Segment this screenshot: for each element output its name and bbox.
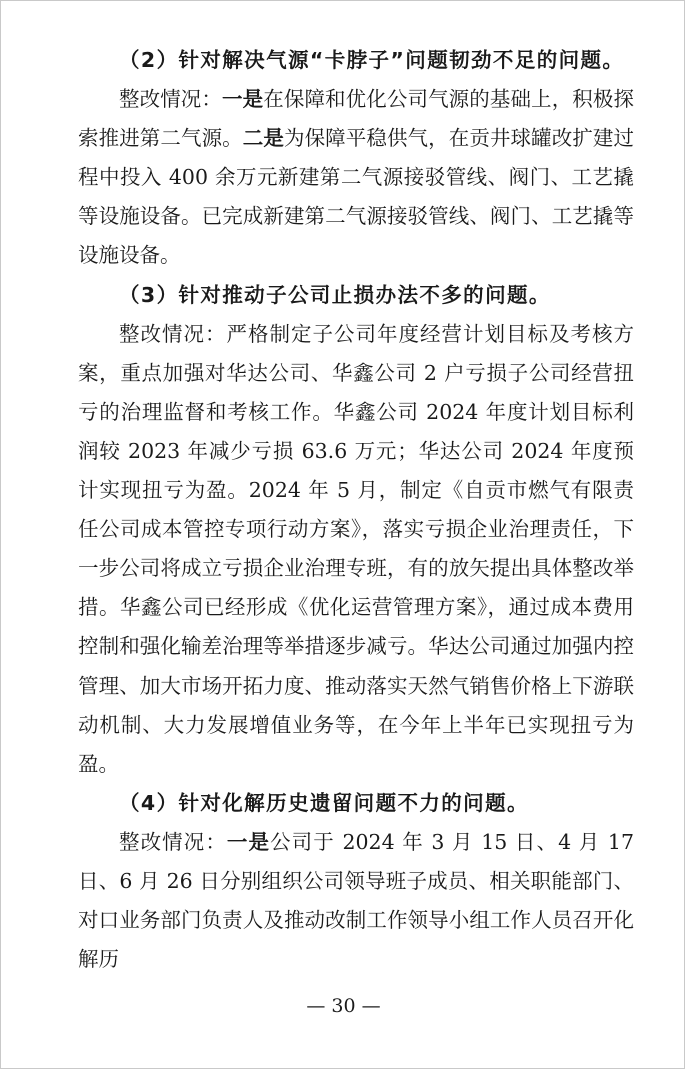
section-heading-4: （4）针对化解历史遗留问题不力的问题。 bbox=[119, 790, 529, 815]
lead-marker-first: 一是 bbox=[222, 87, 264, 112]
section-heading-2: （2）针对解决气源“卡脖子”问题韧劲不足的问题。 bbox=[119, 48, 625, 72]
section-paragraph-2 bbox=[78, 80, 634, 275]
lead-marker-second: 二是 bbox=[242, 126, 284, 151]
lead-marker-first: 一是 bbox=[226, 829, 271, 854]
paragraph-text: 为保障平稳供气，在贡井球罐改扩建过程中投入 400 余万元新建第二气源接驳管线、阀门、工艺撬等设施设备。已完成新建第二气源接驳管线、阀门、工艺撬等设施设备。 bbox=[78, 126, 635, 268]
section-paragraph-3: 整改情况：严格制定子公司年度经营计划目标及考核方案，重点加强对华达公司、华鑫公司 2 户亏损子公司经营扭亏的治理监督和考核工作。华鑫公司 2024 年度计划目标利润较 2023 年减少亏损 63.6 万元；华达公司 2024 年度预计实现扭亏为盈。2024 年 5 月，制定《自贡市燃气有限责任公司成本管控专项行动方案》，落实亏损企业治理责任，下一步公司将成立亏损企业治理专班，有的放矢提出具体整改举措。华鑫公司已经形成《优化运营管理方案》，通过成本费用控制和强化输差治理等举措逐步减亏。华达公司通过加强内控管理、加大市场开拓力度、推动落实天然气销售价格上下游联动机制、大力发展增值业务等，在今年上半年已实现扭亏为盈。 bbox=[78, 321, 634, 776]
paragraph-text: 在保障和优化公司气源的基础上，积极探索推进第二气源。 bbox=[78, 87, 635, 151]
paragraph-prefix: 整改情况： bbox=[119, 829, 227, 854]
document-body bbox=[78, 41, 634, 979]
section-heading-3: （3）针对推动子公司止损办法不多的问题。 bbox=[119, 282, 551, 307]
paragraph-prefix: 整改情况： bbox=[119, 87, 223, 112]
page-number: — 30 — bbox=[306, 995, 381, 1017]
section-paragraph-4 bbox=[78, 823, 634, 979]
paragraph-text: 公司于 2024 年 3 月 15 日、4 月 17 日、6 月 26 日分别组织公司领导班子成员、相关职能部门、对口业务部门负责人及推动改制工作领导小组工作人员召开化解历 bbox=[78, 829, 634, 972]
